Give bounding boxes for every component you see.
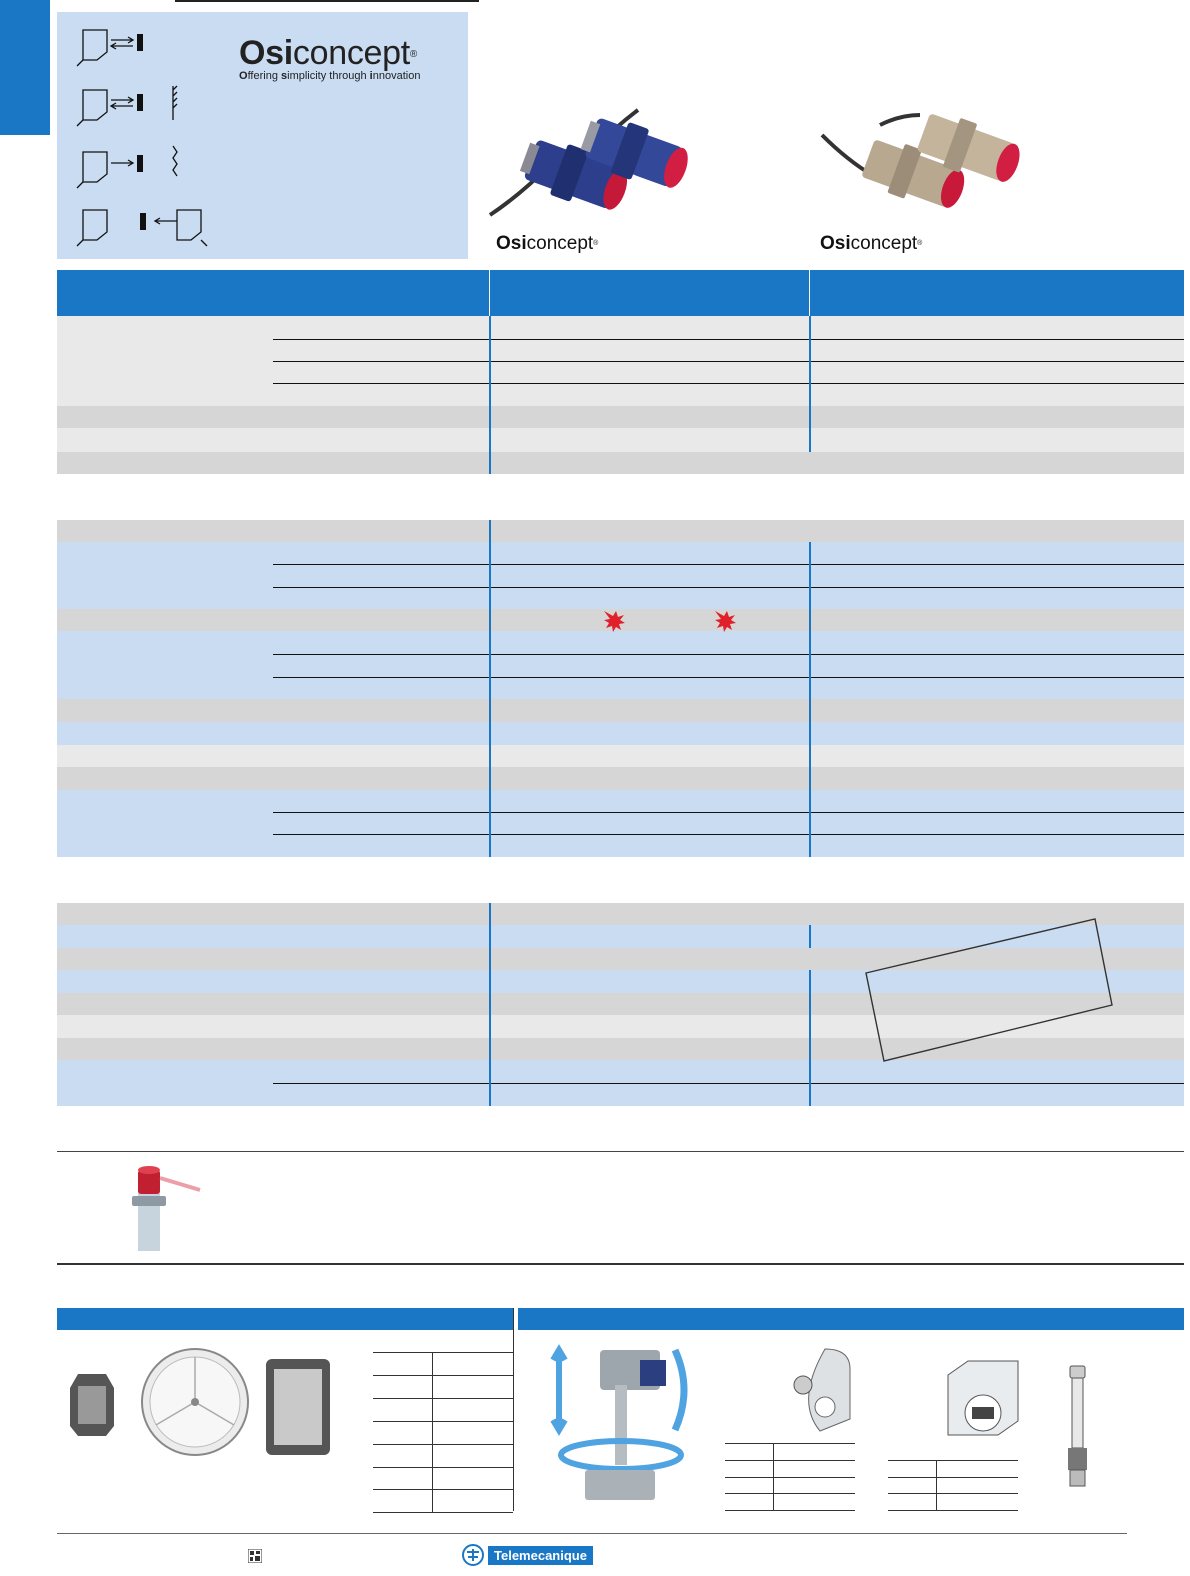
row-rule (725, 1443, 855, 1444)
table-row (57, 767, 1184, 790)
row-rule (373, 1467, 513, 1468)
accessories-divider (513, 1308, 514, 1511)
table-row (57, 428, 1184, 452)
header-divider (809, 270, 810, 316)
round-reflector-image (140, 1345, 250, 1460)
row-rule (373, 1421, 513, 1422)
row-rule (273, 564, 1184, 565)
row-rule (273, 834, 1184, 835)
product-logo-plastic: Osiconcept® (496, 233, 599, 254)
section-rule (57, 1263, 1184, 1265)
top-rule (175, 0, 479, 2)
warning-burst-icon (713, 609, 737, 633)
column-divider (489, 316, 491, 474)
column-divider (489, 520, 491, 857)
mounting-accessories-band (518, 1308, 1184, 1330)
row-rule (373, 1352, 513, 1353)
mounting-kit-image (545, 1340, 695, 1510)
rectangular-reflector-image (262, 1355, 334, 1460)
row-rule (888, 1477, 1018, 1478)
row-rule (888, 1510, 1018, 1511)
table-row (57, 722, 1184, 745)
table-row (57, 542, 1184, 609)
metal-sensors-photo (820, 95, 1020, 230)
mounting-clamp-image (938, 1355, 1023, 1450)
warning-burst-icon (602, 609, 626, 633)
row-rule (373, 1444, 513, 1445)
column-divider (809, 542, 811, 857)
column-divider (432, 1352, 433, 1512)
section-rule (57, 1151, 1184, 1152)
row-rule (373, 1375, 513, 1376)
telemecanique-brand (462, 1545, 593, 1565)
row-rule (373, 1489, 513, 1490)
column-divider (809, 925, 811, 948)
column-divider (809, 970, 811, 1106)
column-divider (773, 1443, 774, 1510)
table-row (57, 406, 1184, 428)
column-divider (489, 903, 491, 1106)
row-rule (273, 812, 1184, 813)
table-row (57, 699, 1184, 722)
row-rule (273, 383, 1184, 384)
row-rule (725, 1493, 855, 1494)
row-rule (273, 587, 1184, 588)
row-rule (373, 1512, 513, 1513)
plastic-sensors-photo (488, 95, 698, 230)
tagline: Offering simplicity through innovation (239, 70, 421, 82)
detection-mode-icons (73, 22, 213, 247)
row-rule (373, 1398, 513, 1399)
mounting-bracket-image (785, 1345, 855, 1435)
placeholder-stamp-box (860, 915, 1120, 1070)
row-rule (273, 361, 1184, 362)
table-row (57, 745, 1184, 767)
row-rule (273, 339, 1184, 340)
table-row (57, 452, 1184, 474)
row-rule (888, 1460, 1018, 1461)
row-rule (725, 1510, 855, 1511)
row-rule (725, 1477, 855, 1478)
osiconcept-logo: Osiconcept® Offering simplicity through innovation (239, 34, 421, 82)
selection-table-header (57, 270, 1184, 316)
table-row (57, 520, 1184, 542)
column-divider (936, 1460, 937, 1510)
mounting-rod-image (1060, 1362, 1095, 1492)
table-row (57, 631, 1184, 699)
row-rule (273, 654, 1184, 655)
header-divider (489, 270, 490, 316)
column-divider (809, 316, 811, 452)
table-row (57, 790, 1184, 857)
small-reflector-image (68, 1370, 116, 1440)
row-rule (273, 1083, 1184, 1084)
row-rule (888, 1493, 1018, 1494)
qr-code-icon (248, 1549, 262, 1563)
hero-panel (57, 12, 468, 259)
product-logo-metal: Osiconcept® (820, 233, 923, 254)
row-rule (273, 677, 1184, 678)
row-rule (725, 1460, 855, 1461)
telemecanique-logo-icon (462, 1544, 484, 1566)
reflectors-band (57, 1308, 513, 1330)
footer-rule (57, 1533, 1127, 1534)
side-tab (0, 0, 50, 135)
brand-name: Telemecanique (488, 1546, 593, 1565)
sensor-beam-illustration (118, 1156, 208, 1256)
